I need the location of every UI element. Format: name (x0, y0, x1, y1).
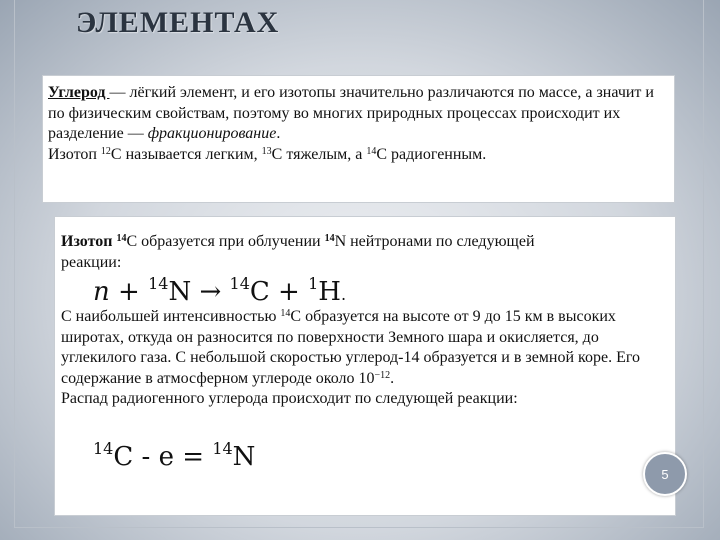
slide-title: ЭЛЕМЕНТАХ (76, 6, 280, 39)
eq2-nitrogen: N (232, 442, 256, 472)
carbon-intro-text: — лёгкий элемент, и его изотопы значительно различаются по массе, а значит и по физическим свойствам, поэтому во многих природных процессах происходит их разделение — (48, 84, 654, 142)
eq2-c14-mass: 14 (93, 439, 114, 458)
formation-equation (93, 274, 347, 310)
neutron-symbol: n (93, 277, 110, 307)
decay-equation (93, 439, 256, 472)
eq2-n14-mass: 14 (212, 439, 233, 458)
abundance-exponent: −12 (374, 369, 391, 381)
decay-intro: Распад радиогенного углерода происходит по следующей реакции: (61, 390, 518, 407)
eq2-carbon: C (113, 442, 134, 472)
c12-superscript: 12 (100, 145, 111, 157)
eq1-plus-2: + (269, 277, 309, 307)
c12-text: C называется легким, (110, 145, 262, 163)
fractionation-term: фракционирование (147, 125, 277, 142)
carbon-isotopes-paragraph (48, 83, 668, 165)
lead-rest-text: С образуется при облучении (126, 233, 325, 250)
c14-distribution-paragraph (61, 307, 671, 410)
eq2-minus: - (133, 442, 159, 472)
c14-formation-lead (61, 232, 581, 273)
para-c14-superscript: 14 (280, 308, 291, 319)
n14-rest-text: N нейтронами по следующей реакции: (61, 233, 535, 271)
para-start: С наибольшей интенсивностью (61, 308, 281, 325)
eq1-nitrogen: N (168, 277, 192, 307)
eq1-n14-mass: 14 (148, 274, 169, 293)
isotope-prefix: Изотоп (48, 145, 101, 163)
c14-formation-textbox (54, 216, 676, 516)
eq1-plus-1: + (109, 277, 149, 307)
para-end: . (390, 369, 395, 387)
lead-c14-superscript: 14 (116, 233, 127, 244)
page-number-badge: 5 (643, 452, 687, 496)
c14-text: C радиогенным. (376, 145, 487, 163)
eq1-carbon: C (249, 277, 270, 307)
c13-superscript: 13 (261, 145, 272, 157)
fractionation-end: . (276, 125, 281, 142)
lead-isotope-word: Изотоп (61, 233, 117, 250)
eq1-arrow: → (191, 277, 230, 307)
eq2-electron: e (158, 442, 174, 472)
n14-superscript: 14 (324, 233, 335, 244)
eq1-c14-mass: 14 (229, 274, 250, 293)
para-mid: С образуется на высоте от 9 до 15 км в высоких широтах, откуда он разносится по поверхности Земного шара и окисляется, до углекилого газа. С небольшой скоростью углерод-14 образуется и в земной коре. Его содержание в атмосферном углероде около 10 (61, 308, 641, 387)
eq2-equals: = (173, 442, 213, 472)
c14-superscript: 14 (366, 145, 377, 157)
carbon-term: Углерод (48, 84, 110, 101)
eq1-period: . (340, 285, 347, 304)
eq1-hydrogen: H (318, 277, 341, 307)
carbon-isotopes-textbox (42, 75, 675, 203)
c13-text: C тяжелым, а (271, 145, 367, 163)
eq1-h1-mass: 1 (308, 274, 319, 293)
